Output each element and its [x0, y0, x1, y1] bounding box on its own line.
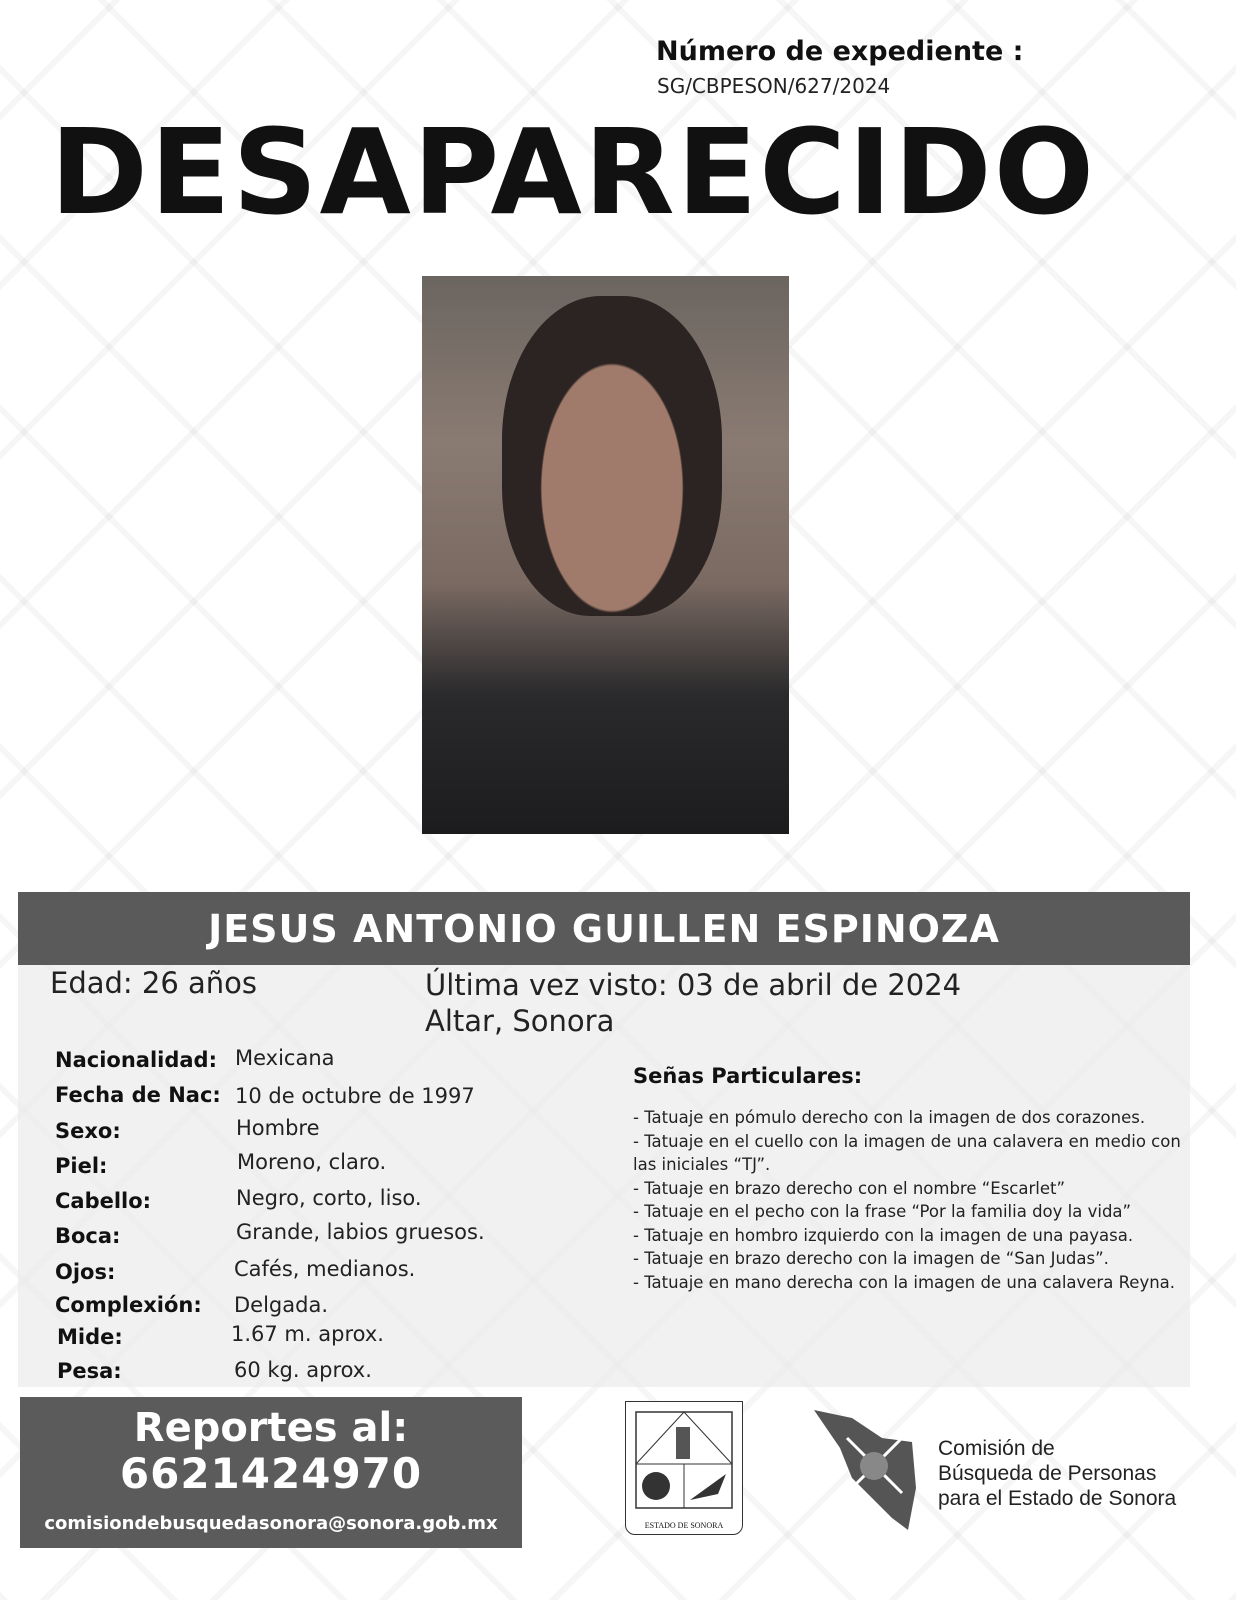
last-seen-place: Altar, Sonora: [425, 1004, 615, 1038]
list-item: - Tatuaje en el pecho con la frase “Por la familia doy la vida”: [633, 1202, 1132, 1221]
field-label: Piel:: [55, 1154, 108, 1178]
report-label: Reportes al:: [133, 1405, 409, 1451]
field-value: Grande, labios gruesos.: [236, 1220, 485, 1244]
field-label: Boca:: [55, 1224, 121, 1248]
field-value: Mexicana: [235, 1046, 335, 1070]
field-value: Cafés, medianos.: [234, 1257, 416, 1281]
field-label: Pesa:: [57, 1359, 122, 1383]
report-email[interactable]: comisiondebusquedasonora@sonora.gob.mx: [44, 1513, 498, 1534]
commission-name-line: para el Estado de Sonora: [938, 1487, 1177, 1510]
field-value: Hombre: [236, 1116, 320, 1140]
field-value: Negro, corto, liso.: [236, 1186, 422, 1210]
last-seen-date: Última vez visto: 03 de abril de 2024: [425, 968, 962, 1002]
distinguishing-marks-list: [633, 1106, 1193, 1294]
seal-text: ESTADO DE SONORA: [644, 1521, 724, 1530]
case-number-label: Número de expediente :: [656, 36, 1024, 67]
person-name: JESUS ANTONIO GUILLEN ESPINOZA: [18, 892, 1190, 965]
case-number-value: SG/CBPESON/627/2024: [657, 74, 891, 98]
commission-name: [938, 1436, 1176, 1511]
field-label: Complexión:: [55, 1293, 202, 1317]
field-label: Cabello:: [55, 1189, 152, 1213]
poster-title: DESAPARECIDO: [50, 103, 1097, 241]
person-photo: [422, 276, 789, 834]
field-value: Delgada.: [234, 1293, 328, 1317]
commission-name-line: Búsqueda de Personas: [938, 1462, 1157, 1485]
distinguishing-marks-title: Señas Particulares:: [633, 1064, 863, 1088]
field-value: Moreno, claro.: [237, 1150, 387, 1174]
list-item: - Tatuaje en brazo derecho con la imagen de “San Judas”.: [633, 1249, 1109, 1268]
list-item: - Tatuaje en el cuello con la imagen de una calavera en medio con las iniciales “TJ”.: [633, 1131, 1181, 1174]
age: Edad: 26 años: [50, 966, 258, 1000]
field-value: 60 kg. aprox.: [234, 1358, 372, 1382]
list-item: - Tatuaje en mano derecha con la imagen de una calavera Reyna.: [633, 1272, 1176, 1292]
field-value: 1.67 m. aprox.: [231, 1322, 384, 1346]
sonora-map-logo: [812, 1408, 922, 1533]
field-label: Ojos:: [55, 1260, 116, 1284]
list-item: - Tatuaje en brazo derecho con el nombre “Escarlet”: [633, 1178, 1066, 1198]
list-item: - Tatuaje en hombro izquierdo con la imagen de una payasa.: [633, 1225, 1134, 1245]
field-label: Nacionalidad:: [55, 1048, 217, 1072]
list-item: - Tatuaje en pómulo derecho con la imagen de dos corazones.: [633, 1108, 1146, 1127]
field-label: Fecha de Nac:: [55, 1083, 221, 1107]
commission-name-line: Comisión de: [938, 1437, 1055, 1460]
field-value: 10 de octubre de 1997: [235, 1084, 475, 1108]
field-label: Sexo:: [55, 1119, 121, 1143]
report-box: [20, 1397, 522, 1548]
sonora-coat-of-arms-logo: [625, 1401, 743, 1535]
report-phone[interactable]: 6621424970: [119, 1449, 423, 1498]
field-label: Mide:: [57, 1325, 123, 1349]
